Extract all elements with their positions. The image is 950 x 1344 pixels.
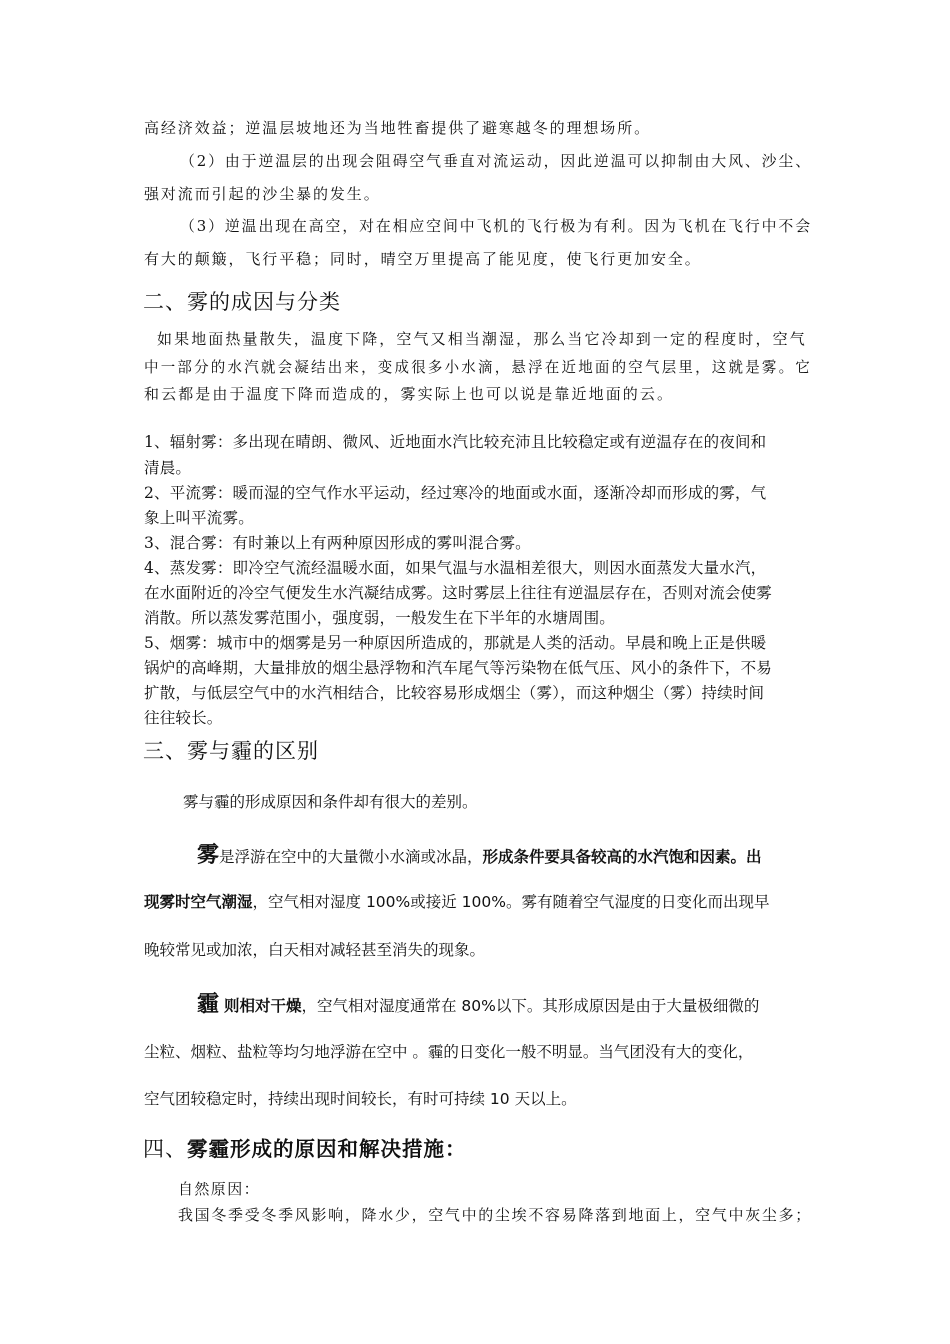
fog-bold-text: 形成条件要具备较高的水汽饱和因素。出	[482, 848, 762, 866]
list-item: 1、辐射雾：多出现在晴朗、微风、近地面水汽比较充沛且比较稳定或有逆温存在的夜间和	[144, 433, 767, 451]
haze-paragraph-line: 尘粒、烟粒、盐粒等均匀地浮游在空中 。霾的日变化一般不明显。当气团没有大的变化，	[144, 1043, 754, 1061]
list-item: 清晨。	[144, 459, 192, 477]
haze-paragraph-line	[197, 987, 759, 1018]
haze-bold-text: 则相对干燥	[223, 997, 302, 1015]
section-heading	[143, 1132, 467, 1163]
list-item: 4、蒸发雾：即冷空气流经温暖水面，如果气温与水温相差很大，则因水面蒸发大量水汽，	[144, 559, 767, 577]
list-item: 消散。所以蒸发雾范围小，强度弱，一般发生在下半年的水塘周围。	[144, 609, 616, 627]
paragraph-line: （2）由于逆温层的出现会阻碍空气垂直对流运动，因此逆温可以抑制由大风、沙尘、	[180, 152, 812, 170]
list-item: 锅炉的高峰期，大量排放的烟尘悬浮物和汽车尾气等污染物在低气压、风小的条件下，不易	[144, 659, 773, 677]
section-title: 雾霾形成的原因和解决措施：	[187, 1137, 467, 1161]
fog-text: 是浮游在空中的大量微小水滴或冰晶，	[219, 848, 483, 866]
fog-paragraph-line: 晚较常见或加浓，白天相对减轻甚至消失的现象。	[144, 941, 486, 959]
paragraph-line: 我国冬季受冬季风影响，降水少，空气中的尘埃不容易降落到地面上，空气中灰尘多；	[178, 1206, 812, 1224]
paragraph-line: 和云都是由于温度下降而造成的，雾实际上也可以说是靠近地面的云。	[144, 385, 675, 403]
paragraph-line: 雾与霾的形成原因和条件却有很大的差别。	[183, 793, 478, 811]
fog-bold-text: 现雾时空气潮湿	[144, 893, 253, 911]
paragraph-line: 如果地面热量散失，温度下降，空气又相当潮湿，那么当它冷却到一定的程度时，空气	[157, 330, 807, 348]
subheading: 自然原因：	[178, 1180, 261, 1198]
paragraph-line: 强对流而引起的沙尘暴的发生。	[144, 185, 381, 203]
fog-char: 雾	[197, 843, 220, 868]
list-item: 3、混合雾：有时兼以上有两种原因形成的雾叫混合雾。	[144, 534, 531, 552]
paragraph-line: 高经济效益；逆温层坡地还为当地牲畜提供了避寒越冬的理想场所。	[144, 119, 652, 137]
list-item: 5、烟雾：城市中的烟雾是另一种原因所造成的，那就是人类的活动。早晨和晚上正是供暖	[144, 634, 767, 652]
fog-text: ，空气相对湿度 100%或接近 100%。雾有随着空气湿度的日变化而出现早	[252, 893, 770, 911]
fog-paragraph-line	[197, 838, 762, 869]
list-item: 象上叫平流雾。	[144, 509, 254, 527]
paragraph-line: 中一部分的水汽就会凝结出来，变成很多小水滴，悬浮在近地面的空气层里，这就是雾。它	[144, 358, 813, 376]
section-heading: 三、雾与霾的区别	[143, 739, 319, 763]
list-item: 在水面附近的冷空气便发生水汽凝结成雾。这时雾层上往往有逆温层存在，否则对流会使雾	[144, 584, 773, 602]
haze-char: 霾	[197, 992, 220, 1017]
list-item: 往往较长。	[144, 709, 223, 727]
list-item: 2、平流雾：暖而湿的空气作水平运动，经过寒冷的地面或水面，逐渐冷却而形成的雾，气	[144, 484, 767, 502]
list-item: 扩散，与低层空气中的水汽相结合，比较容易形成烟尘（雾），而这种烟尘（雾）持续时间	[144, 684, 765, 702]
section-heading: 二、雾的成因与分类	[143, 290, 341, 314]
haze-paragraph-line: 空气团较稳定时，持续出现时间较长，有时可持续 10 天以上。	[144, 1090, 577, 1108]
fog-paragraph-line	[144, 890, 770, 912]
section-number: 四、	[143, 1137, 187, 1161]
paragraph-line: （3）逆温出现在高空，对在相应空间中飞机的飞行极为有利。因为飞机在飞行中不会	[180, 217, 812, 235]
haze-text: ，空气相对湿度通常在 80%以下。其形成原因是由于大量极细微的	[301, 997, 760, 1015]
paragraph-line: 有大的颠簸，飞行平稳；同时，晴空万里提高了能见度，使飞行更加安全。	[144, 250, 702, 268]
